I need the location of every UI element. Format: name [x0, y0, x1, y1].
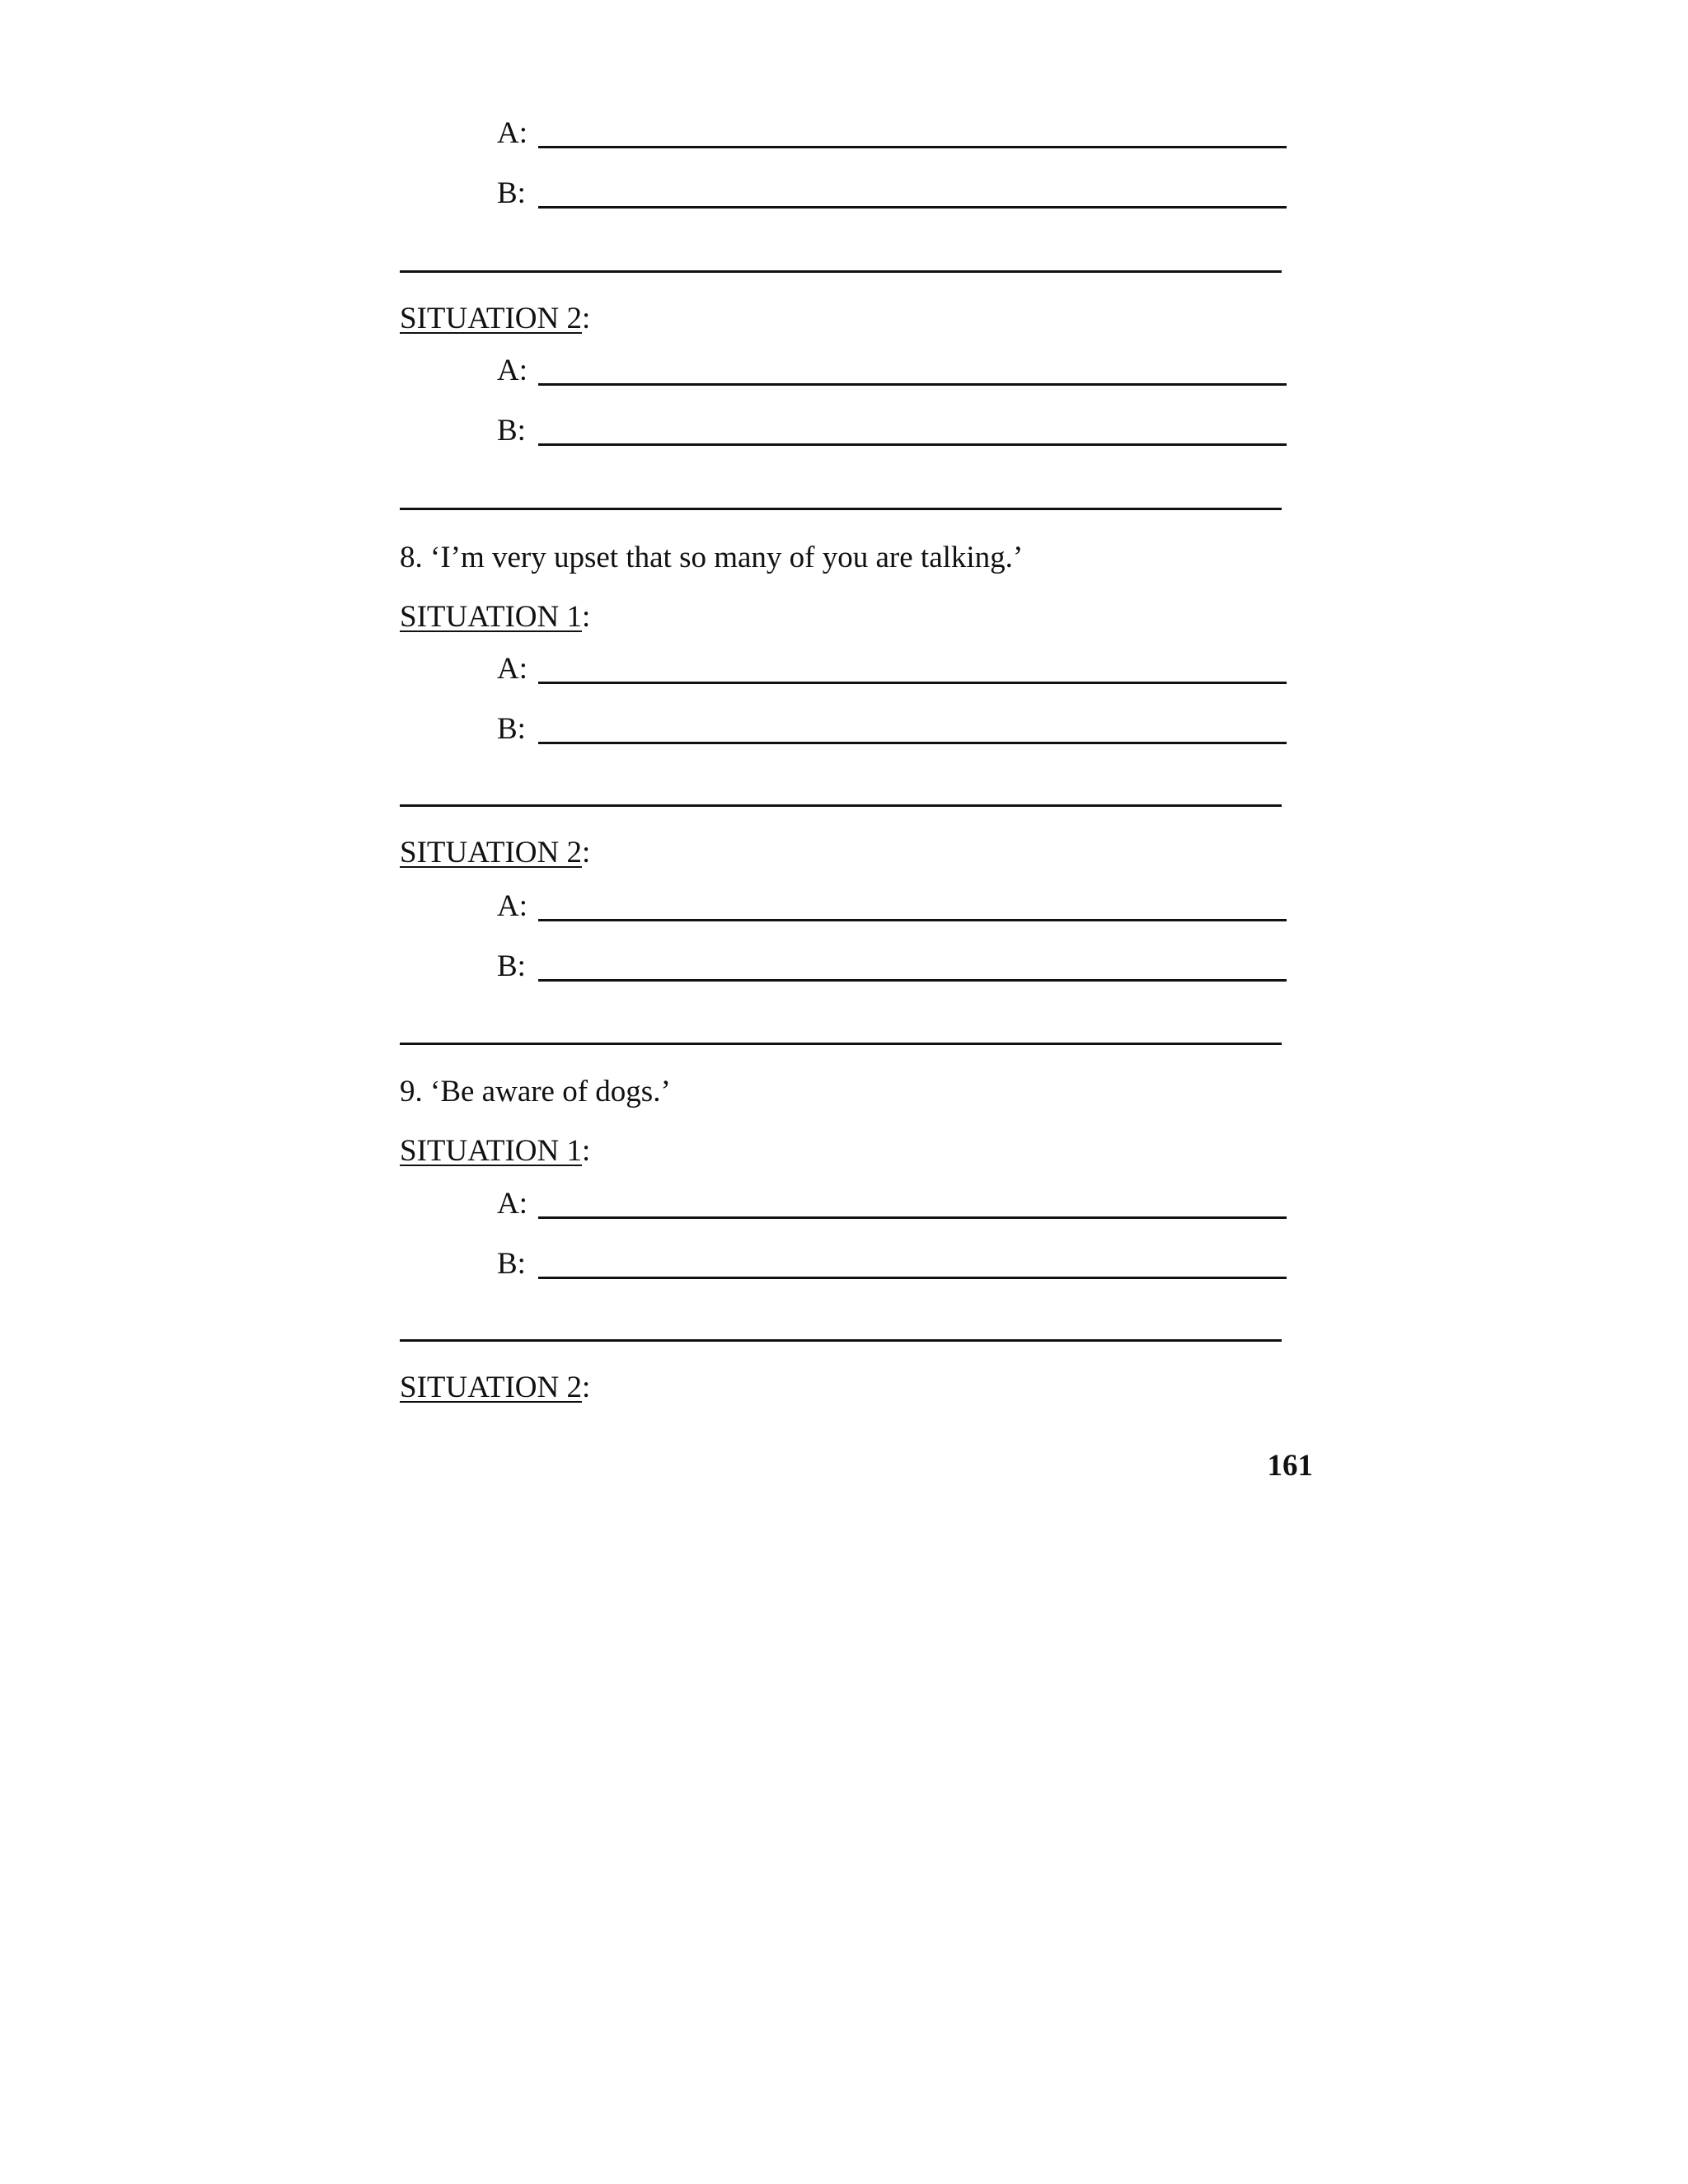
speaker-label-b: B: [497, 712, 526, 746]
answer-row-b [497, 413, 1287, 454]
section-divider[interactable] [400, 804, 1282, 807]
situation-colon: : [581, 836, 591, 869]
situation-heading [400, 1372, 590, 1403]
situation-label: SITUATION 1 [400, 1134, 582, 1168]
answer-blank[interactable] [538, 383, 1287, 386]
speaker-label-a: A: [497, 1187, 528, 1221]
answer-row-a [497, 1186, 1287, 1227]
prompt-item-9: 9. ‘Be aware of dogs.’ [400, 1075, 671, 1108]
situation-colon: : [581, 600, 591, 634]
situation-label: SITUATION 2 [400, 836, 582, 869]
section-divider[interactable] [400, 270, 1282, 273]
situation-label: SITUATION 1 [400, 600, 582, 634]
answer-row-a [497, 353, 1287, 394]
prompt-item-8: 8. ‘I’m very upset that so many of you are talking.’ [400, 541, 1024, 574]
situation-colon: : [581, 302, 591, 335]
speaker-label-b: B: [497, 176, 526, 210]
situation-heading [400, 303, 590, 334]
answer-blank[interactable] [538, 1277, 1287, 1279]
section-divider[interactable] [400, 1043, 1282, 1045]
answer-blank[interactable] [538, 919, 1287, 921]
answer-row-a [497, 651, 1287, 692]
speaker-label-a: A: [497, 652, 528, 686]
situation-label: SITUATION 2 [400, 302, 582, 335]
answer-blank[interactable] [538, 146, 1287, 148]
speaker-label-b: B: [497, 1247, 526, 1281]
section-divider[interactable] [400, 1339, 1282, 1342]
answer-blank[interactable] [538, 1216, 1287, 1219]
speaker-label-b: B: [497, 414, 526, 448]
speaker-label-a: A: [497, 889, 528, 923]
answer-row-b [497, 1246, 1287, 1287]
answer-row-b [497, 949, 1287, 990]
answer-blank[interactable] [538, 979, 1287, 982]
situation-label: SITUATION 2 [400, 1371, 582, 1404]
answer-row-a [497, 888, 1287, 930]
situation-heading [400, 837, 590, 868]
speaker-label-b: B: [497, 949, 526, 983]
section-divider[interactable] [400, 508, 1282, 510]
answer-blank[interactable] [538, 742, 1287, 744]
situation-heading [400, 1136, 590, 1166]
situation-colon: : [581, 1134, 591, 1168]
answer-blank[interactable] [538, 443, 1287, 446]
answer-row-b [497, 711, 1287, 752]
situation-heading [400, 602, 590, 632]
answer-blank[interactable] [538, 682, 1287, 684]
answer-blank[interactable] [538, 206, 1287, 209]
page-number: 161 [1267, 1449, 1313, 1483]
answer-row-a [497, 115, 1287, 157]
speaker-label-a: A: [497, 116, 528, 150]
answer-row-b [497, 176, 1287, 217]
situation-colon: : [581, 1371, 591, 1404]
speaker-label-a: A: [497, 354, 528, 387]
